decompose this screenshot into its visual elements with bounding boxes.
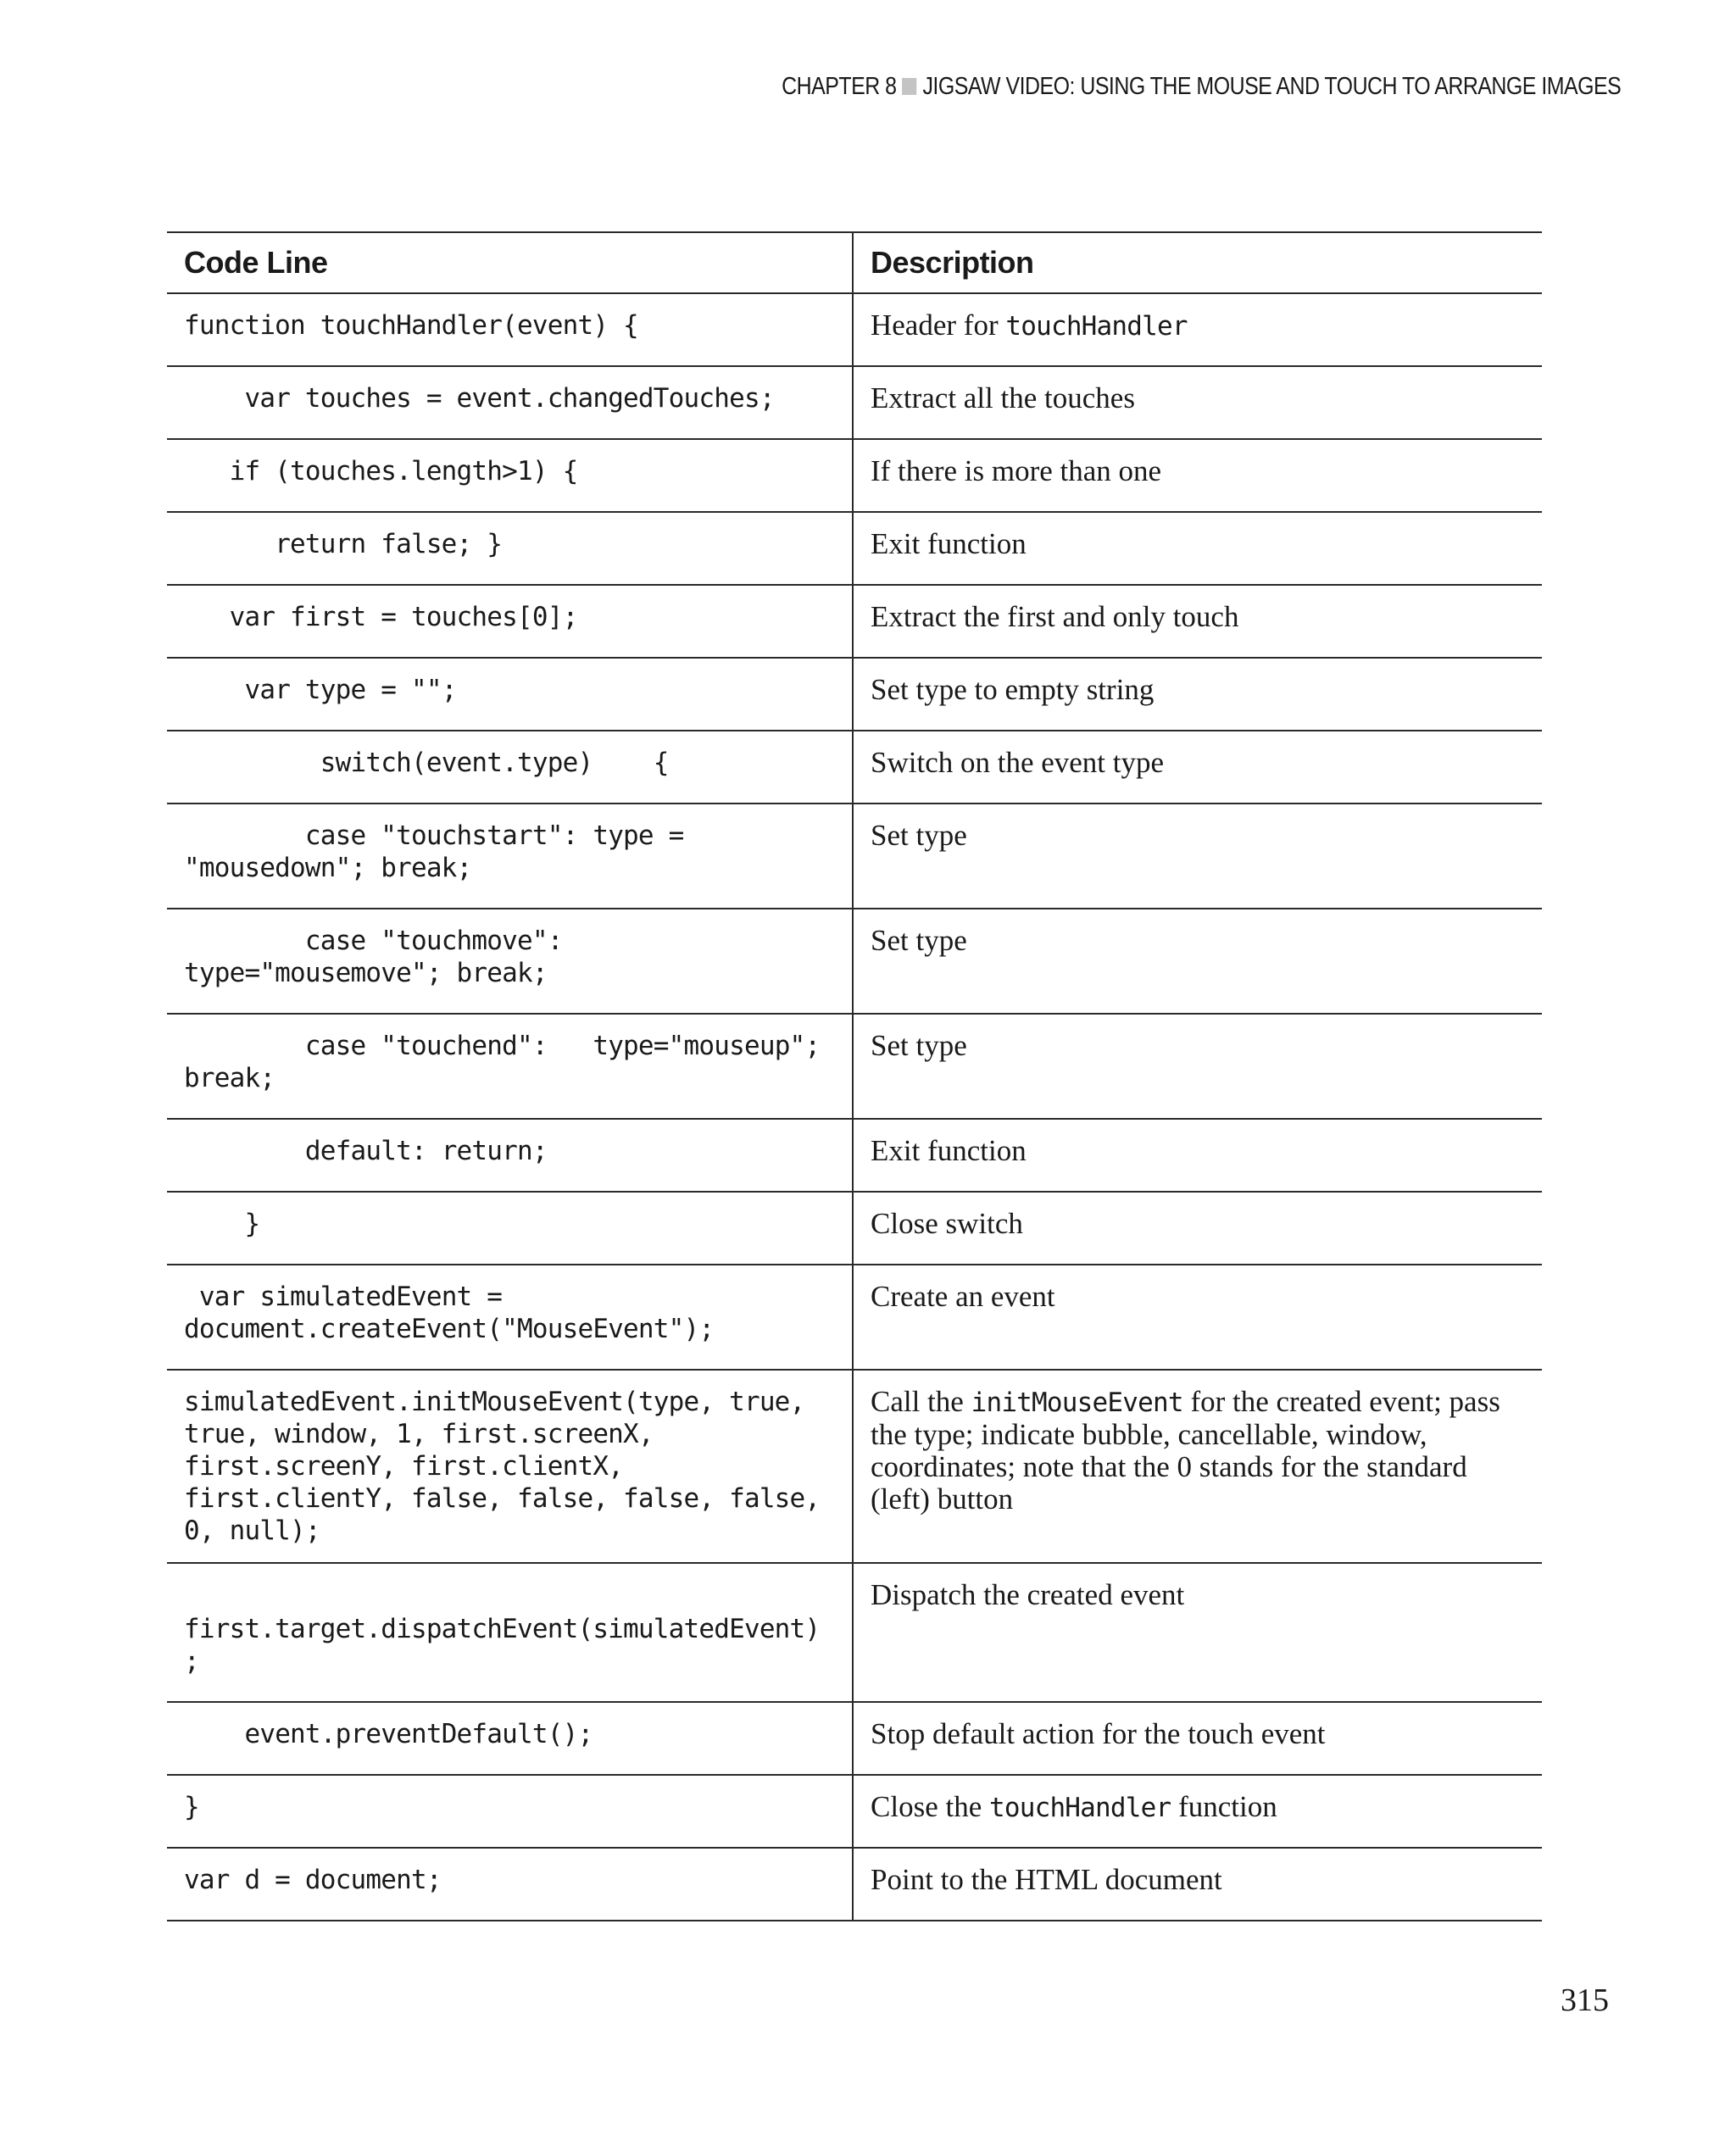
- code-cell: if (touches.length>1) {: [167, 439, 853, 512]
- running-head: [782, 73, 1621, 101]
- description-cell: [853, 1192, 1542, 1265]
- code-cell: var d = document;: [167, 1848, 853, 1921]
- description-text: Set type: [871, 924, 967, 957]
- code-cell: case "touchend": type="mouseup"; break;: [167, 1014, 853, 1119]
- description-cell: [853, 731, 1542, 804]
- table-row: [167, 512, 1542, 585]
- description-cell: [853, 439, 1542, 512]
- table-row: [167, 439, 1542, 512]
- table-row: [167, 1119, 1542, 1192]
- inline-code: touchHandler: [988, 1793, 1171, 1823]
- code-cell: default: return;: [167, 1119, 853, 1192]
- description-cell: [853, 1014, 1542, 1119]
- description-text: If there is more than one: [871, 454, 1162, 487]
- description-text: Set type: [871, 1029, 967, 1062]
- table-row: [167, 1192, 1542, 1265]
- description-text: Call the: [871, 1385, 971, 1418]
- description-text: Dispatch the created event: [871, 1578, 1185, 1611]
- description-cell: [853, 293, 1542, 366]
- description-text: Close the: [871, 1790, 989, 1823]
- code-cell: }: [167, 1192, 853, 1265]
- description-text-end: for the created event; pass the type; indicate bubble, cancellable, window, coordinates; note that the 0 stands for the standard (left) button: [871, 1385, 1500, 1515]
- description-cell: [853, 1265, 1542, 1370]
- description-cell: [853, 804, 1542, 909]
- code-line-header: Code Line: [167, 232, 853, 293]
- table-row: [167, 1014, 1542, 1119]
- description-cell: [853, 585, 1542, 658]
- table-row: [167, 1265, 1542, 1370]
- description-text: Stop default action for the touch event: [871, 1717, 1326, 1750]
- table-row: [167, 1370, 1542, 1563]
- code-cell: first.target.dispatchEvent(simulatedEvent);: [167, 1563, 853, 1702]
- description-text: Create an event: [871, 1280, 1055, 1313]
- code-cell: }: [167, 1775, 853, 1848]
- description-text-end: function: [1171, 1790, 1277, 1823]
- table-row: [167, 366, 1542, 439]
- code-cell: case "touchmove": type="mousemove"; break;: [167, 909, 853, 1014]
- description-text: Exit function: [871, 527, 1027, 560]
- description-cell: [853, 1702, 1542, 1775]
- separator-square-icon: [902, 78, 916, 95]
- description-text: Set type to empty string: [871, 673, 1155, 706]
- table-row: [167, 1775, 1542, 1848]
- description-cell: [853, 366, 1542, 439]
- table-row: [167, 293, 1542, 366]
- table-row: [167, 804, 1542, 909]
- table-row: [167, 658, 1542, 731]
- code-cell: case "touchstart": type = "mousedown"; break;: [167, 804, 853, 909]
- table-row: [167, 1702, 1542, 1775]
- description-cell: [853, 1119, 1542, 1192]
- description-header: Description: [853, 232, 1542, 293]
- code-cell: var type = "";: [167, 658, 853, 731]
- description-text: Switch on the event type: [871, 746, 1165, 779]
- code-cell: simulatedEvent.initMouseEvent(type, true, true, window, 1, first.screenX, first.screenY, first.clientX, first.clientY, false, false, false, false, 0, null);: [167, 1370, 853, 1563]
- inline-code: initMouseEvent: [971, 1387, 1183, 1418]
- description-cell: [853, 1775, 1542, 1848]
- table-row: [167, 731, 1542, 804]
- description-text: Extract all the touches: [871, 381, 1135, 414]
- code-cell: return false; }: [167, 512, 853, 585]
- code-cell: event.preventDefault();: [167, 1702, 853, 1775]
- inline-code: touchHandler: [1005, 311, 1188, 342]
- description-text: Header for: [871, 309, 1006, 342]
- page-number: 315: [1561, 1983, 1609, 2018]
- code-cell: var first = touches[0];: [167, 585, 853, 658]
- table-row: [167, 1848, 1542, 1921]
- description-text: Exit function: [871, 1134, 1027, 1167]
- code-cell: function touchHandler(event) {: [167, 293, 853, 366]
- description-cell: [853, 1370, 1542, 1563]
- description-text: Point to the HTML document: [871, 1863, 1222, 1896]
- description-cell: [853, 1563, 1542, 1702]
- description-cell: [853, 658, 1542, 731]
- description-text: Set type: [871, 819, 967, 852]
- table-row: [167, 585, 1542, 658]
- description-cell: [853, 909, 1542, 1014]
- chapter-label: CHAPTER 8: [781, 73, 897, 100]
- description-text: Close switch: [871, 1207, 1023, 1240]
- table-row: [167, 909, 1542, 1014]
- description-cell: [853, 512, 1542, 585]
- description-text: Extract the first and only touch: [871, 600, 1239, 633]
- code-cell: var simulatedEvent = document.createEvent("MouseEvent");: [167, 1265, 853, 1370]
- chapter-title: JIGSAW VIDEO: USING THE MOUSE AND TOUCH TO ARRANGE IMAGES: [922, 73, 1621, 100]
- code-cell: var touches = event.changedTouches;: [167, 366, 853, 439]
- code-cell: switch(event.type) {: [167, 731, 853, 804]
- table-row: [167, 1563, 1542, 1702]
- table-header-row: [167, 232, 1542, 293]
- description-cell: [853, 1848, 1542, 1921]
- code-description-table: [167, 231, 1542, 1921]
